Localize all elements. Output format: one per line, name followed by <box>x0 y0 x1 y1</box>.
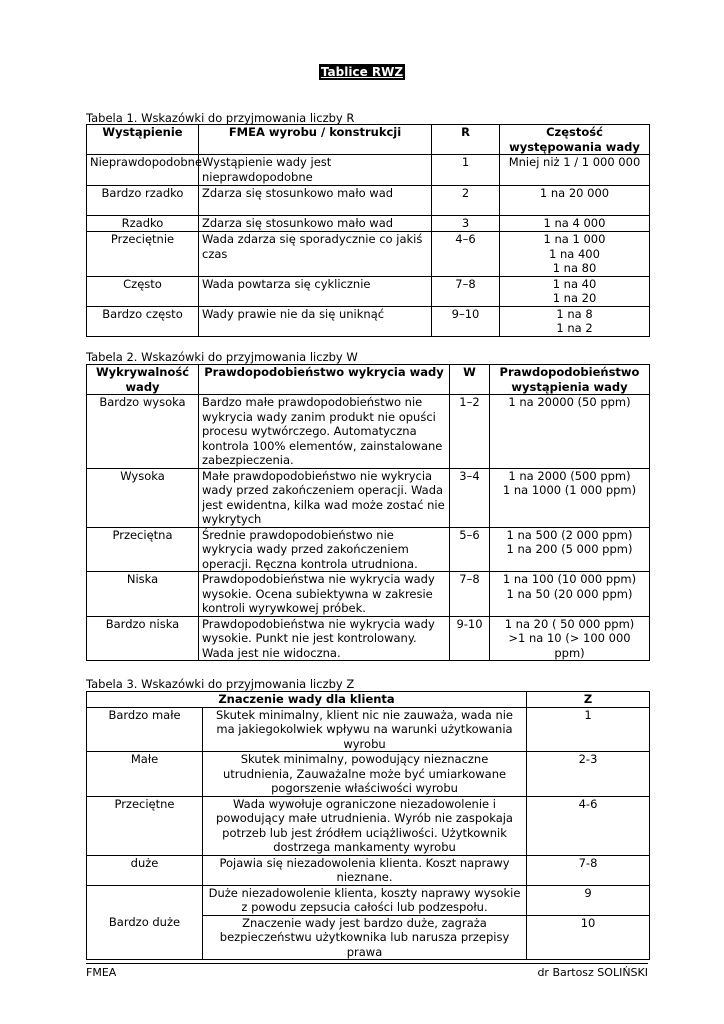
table-cell: Bardzo wysoka <box>87 395 199 469</box>
table-cell: Bardzo duże <box>87 885 203 960</box>
table-row <box>87 232 650 277</box>
table-cell: Małe <box>87 752 203 797</box>
table-cell: Wysoka <box>87 468 199 527</box>
table1-header: R <box>432 125 500 155</box>
table-row <box>87 707 650 752</box>
table-cell: Bardzo małe prawdopodobieństwo nie wykrycia wady zanim produkt nie opuści procesu wytwórczego. Automatyczna kontrola 100% elementów, zainstalowane zabezpieczenia. <box>199 395 450 469</box>
table-cell: Nieprawdopodobne <box>87 155 199 186</box>
table3-header: Z <box>527 692 650 708</box>
table-row <box>87 468 650 527</box>
table-cell: 4–6 <box>432 232 500 277</box>
table-cell: 3 <box>432 216 500 232</box>
table-cell: Bardzo rzadko <box>87 186 199 216</box>
table2-header: W <box>450 365 490 395</box>
table-cell: Wada powtarza się cyklicznie <box>199 276 432 306</box>
table-cell: 1 na 20 ( 50 000 ppm) >1 na 10 (> 100 000 ppm) <box>490 616 650 661</box>
table-cell: Przeciętnie <box>87 232 199 277</box>
table-cell: 1 na 40 1 na 20 <box>500 276 650 306</box>
table-cell: Prawdopodobieństwa nie wykrycia wady wysokie. Punkt nie jest kontrolowany. Wada jest nie widoczna. <box>199 616 450 661</box>
table-cell: 1 na 4 000 <box>500 216 650 232</box>
table-cell: Średnie prawdopodobieństwo nie wykrycia wady przed zakończeniem operacji. Ręczna kontrola utrudniona. <box>199 527 450 572</box>
footer-right-text: dr Bartosz SOLIŃSKI <box>537 966 648 979</box>
table-row <box>87 527 650 572</box>
table2-header: Prawdopodobieństwo wykrycia wady <box>199 365 450 395</box>
table-cell: Zdarza się stosunkowo mało wad <box>199 186 432 216</box>
table-row <box>87 276 650 306</box>
table-row <box>87 186 650 216</box>
table-cell: Mniej niż 1 / 1 000 000 <box>500 155 650 186</box>
table1-header-row <box>87 125 650 155</box>
table-cell: 1 na 20 000 <box>500 186 650 216</box>
table-cell: Niska <box>87 572 199 617</box>
table-cell: 10 <box>527 915 650 960</box>
table-cell: Duże niezadowolenie klienta, koszty naprawy wysokie z powodu zepsucia całości lub podzespołu. <box>203 885 527 915</box>
table-row <box>87 855 650 885</box>
table-cell: Skutek minimalny, powodujący nieznaczne utrudnienia, Zauważalne może być umiarkowane pogorszenie właściwości wyrobu <box>203 752 527 797</box>
table-row <box>87 885 650 915</box>
table-cell: 1 na 8 1 na 2 <box>500 306 650 336</box>
table3-header: Znaczenie wady dla klienta <box>87 692 527 708</box>
table-cell: 1–2 <box>450 395 490 469</box>
table-row <box>87 395 650 469</box>
table-row <box>87 572 650 617</box>
table-cell: 7-8 <box>527 855 650 885</box>
table-cell: 1 na 1 000 1 na 400 1 na 80 <box>500 232 650 277</box>
table3-caption: Tabela 3. Wskazówki do przyjmowania liczby Z <box>86 677 355 691</box>
table2 <box>86 364 650 661</box>
table-row <box>87 796 650 855</box>
table-cell: 1 na 2000 (500 ppm) 1 na 1000 (1 000 ppm) <box>490 468 650 527</box>
table1 <box>86 124 650 337</box>
table-cell: Rzadko <box>87 216 199 232</box>
table-cell: Często <box>87 276 199 306</box>
table-cell: Wystąpienie wady jest nieprawdopodobne <box>199 155 432 186</box>
table3-header-row <box>87 692 650 708</box>
table1-header: FMEA wyrobu / konstrukcji <box>199 125 432 155</box>
table2-caption: Tabela 2. Wskazówki do przyjmowania liczby W <box>86 350 358 364</box>
table-cell: 4-6 <box>527 796 650 855</box>
table-cell: Wada zdarza się sporadycznie co jakiś czas <box>199 232 432 277</box>
table-cell: Przeciętna <box>87 527 199 572</box>
table-cell: Pojawia się niezadowolenia klienta. Koszt naprawy nieznane. <box>203 855 527 885</box>
table3 <box>86 691 650 960</box>
table-cell: 1 na 100 (10 000 ppm) 1 na 50 (20 000 ppm) <box>490 572 650 617</box>
table-cell: 7–8 <box>450 572 490 617</box>
table-cell: Bardzo często <box>87 306 199 336</box>
footer-left-text: FMEA <box>86 966 117 979</box>
table2-header: Wykrywalność wady <box>87 365 199 395</box>
table2-header: Prawdopodobieństwo wystąpienia wady <box>490 365 650 395</box>
table-cell: duże <box>87 855 203 885</box>
table-cell: 2 <box>432 186 500 216</box>
table-cell: 5–6 <box>450 527 490 572</box>
table-cell: 1 <box>432 155 500 186</box>
table-cell: 9–10 <box>432 306 500 336</box>
table-cell: Skutek minimalny, klient nic nie zauważa, wada nie ma jakiegokolwiek wpływu na warunki użytkowania wyrobu <box>203 707 527 752</box>
table-cell: 1 <box>527 707 650 752</box>
table-cell: Bardzo małe <box>87 707 203 752</box>
table-cell: 3–4 <box>450 468 490 527</box>
table-cell: Znaczenie wady jest bardzo duże, zagraża bezpieczeństwu użytkownika lub narusza przepisy prawa <box>203 915 527 960</box>
table-cell: 9 <box>527 885 650 915</box>
table-row <box>87 155 650 186</box>
table-cell: Przeciętne <box>87 796 203 855</box>
table-row <box>87 752 650 797</box>
table-cell: Prawdopodobieństwa nie wykrycia wady wysokie. Ocena subiektywna w zakresie kontroli wyrywkowej próbek. <box>199 572 450 617</box>
table-row <box>87 306 650 336</box>
table-cell: Bardzo niska <box>87 616 199 661</box>
table-cell: Zdarza się stosunkowo mało wad <box>199 216 432 232</box>
table-cell: 1 na 500 (2 000 ppm) 1 na 200 (5 000 ppm) <box>490 527 650 572</box>
table1-caption: Tabela 1. Wskazówki do przyjmowania liczby R <box>86 111 355 125</box>
table-cell: Wady prawie nie da się uniknąć <box>199 306 432 336</box>
footer-divider <box>86 963 648 964</box>
title-text: Tablice RWZ <box>320 65 404 79</box>
table-cell: 2-3 <box>527 752 650 797</box>
table1-header: Częstość występowania wady <box>500 125 650 155</box>
table2-header-row <box>87 365 650 395</box>
table1-header: Wystąpienie <box>87 125 199 155</box>
table-cell: 9-10 <box>450 616 490 661</box>
table-cell: 1 na 20000 (50 ppm) <box>490 395 650 469</box>
table-cell: Wada wywołuje ograniczone niezadowolenie i powodujący małe utrudnienia. Wyrób nie zaspokaja potrzeb lub jest źródłem uciążliwości. Użytkownik dostrzega mankamenty wyrobu <box>203 796 527 855</box>
table-row <box>87 616 650 661</box>
table-cell: Małe prawdopodobieństwo nie wykrycia wady przed zakończeniem operacji. Wada jest ewidentna, kilka wad może zostać nie wykrytych <box>199 468 450 527</box>
table-cell: 7–8 <box>432 276 500 306</box>
page-title <box>0 65 724 79</box>
table-row <box>87 216 650 232</box>
